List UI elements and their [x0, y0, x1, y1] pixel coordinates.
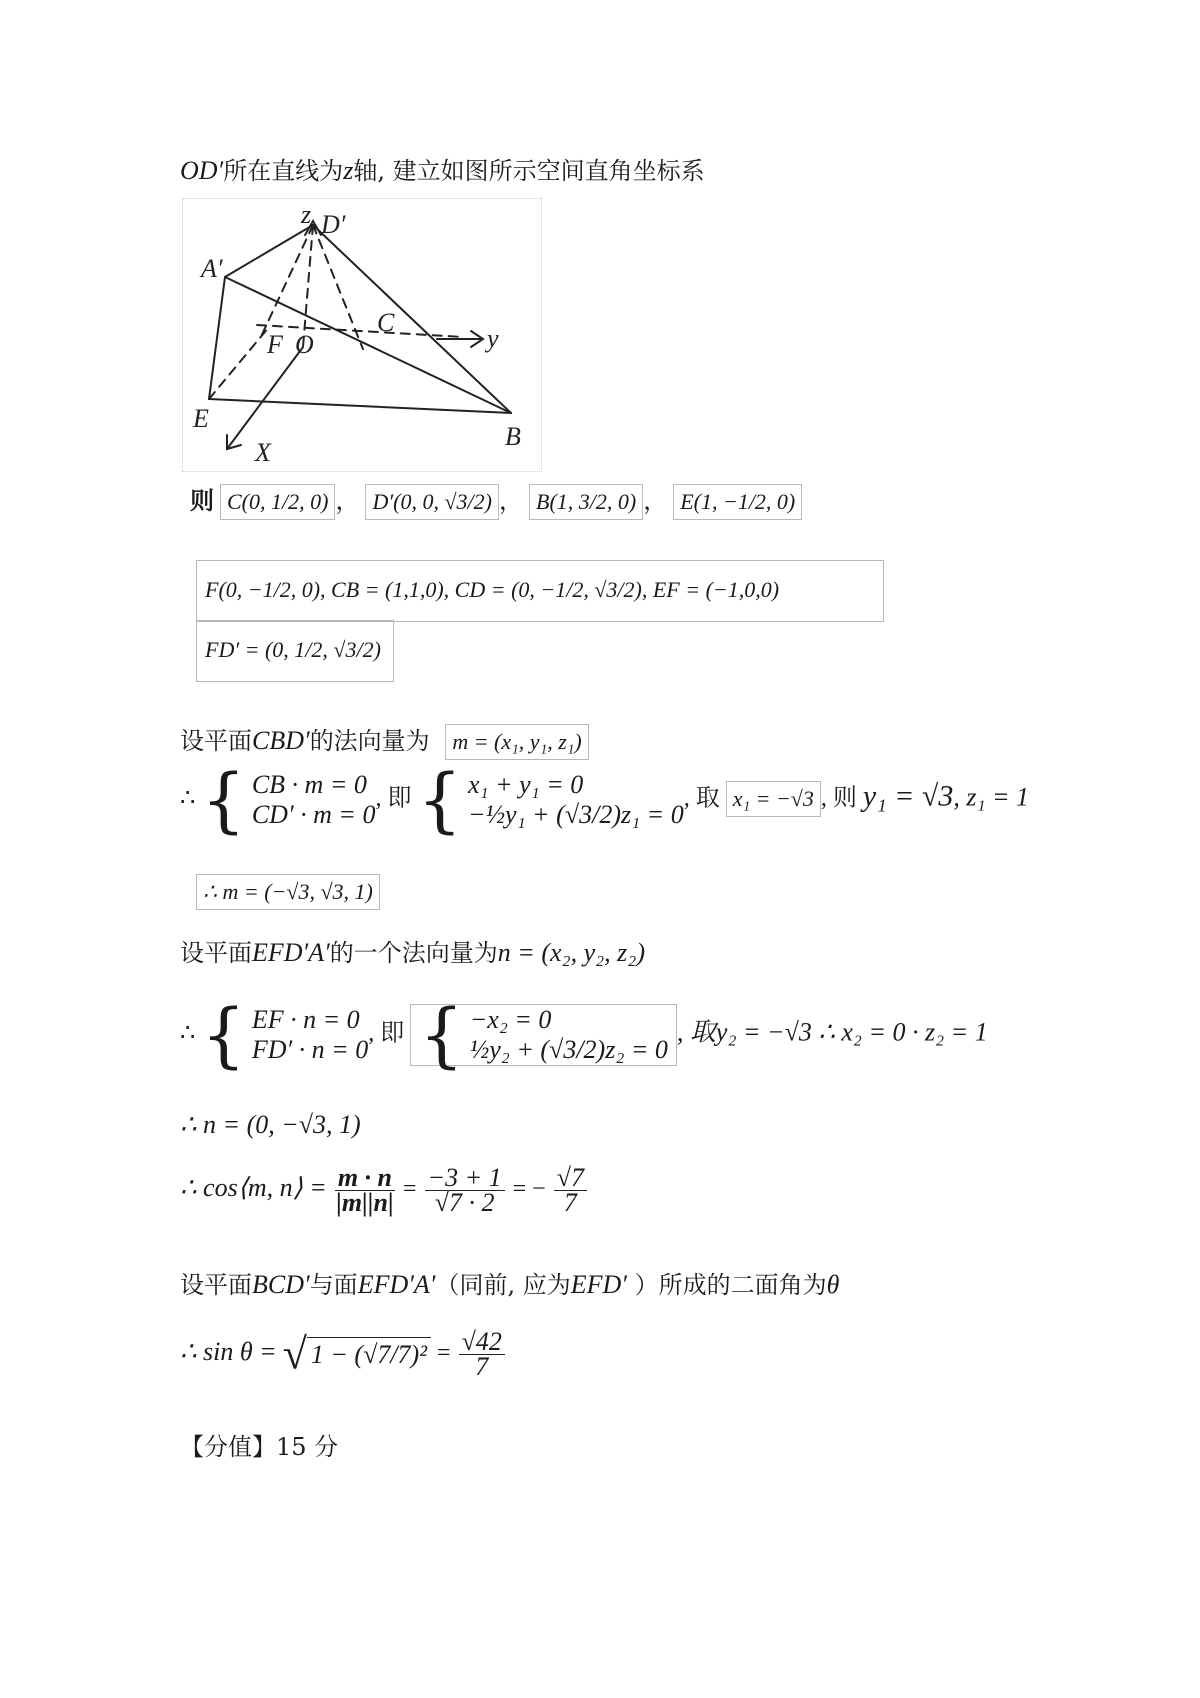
m-result-line: [196, 874, 380, 910]
plane-m-intro: 设平面: [180, 727, 252, 755]
angle-text-4: ）所成的二面角为: [626, 1271, 827, 1299]
vectors-box-2: [196, 620, 394, 682]
axis-y-dashed: [257, 325, 463, 337]
point-d-prime: D′(0, 0, √3/2): [365, 484, 499, 520]
system-n-ji: , 即: [368, 1020, 405, 1047]
system-m-eq4: −½y₁ + (√3/2)z₁ = 0: [468, 800, 684, 829]
point-b: B(1, 3/2, 0): [529, 484, 643, 520]
plane-m-line: [180, 724, 589, 760]
point-e: E(1, −1/2, 0): [673, 484, 802, 520]
system-m-ji: , 即: [375, 785, 412, 812]
angle-theta: θ: [826, 1270, 840, 1299]
brace-3: {: [201, 994, 246, 1076]
sin-result-num: √42: [459, 1330, 505, 1355]
angle-plane-1: BCD′: [252, 1270, 310, 1299]
system-m-left: [252, 770, 376, 830]
angle-plane-3: EFD′: [570, 1270, 627, 1299]
plane-n-vector: n = (x₂, y₂, z₂): [497, 938, 645, 967]
system-n-eq4: ½y₂ + (√3/2)z₂ = 0: [469, 1035, 668, 1064]
z-axis-label: z: [343, 156, 354, 185]
sep-3: ，: [643, 489, 668, 515]
system-m-eq3: x₁ + y₁ = 0: [468, 770, 584, 799]
plane-m-vector: m = (x₁, y₁, z₁): [445, 724, 588, 760]
angle-text-1: 设平面: [180, 1271, 252, 1299]
system-n-line: [180, 994, 988, 1076]
sin-result: [459, 1327, 505, 1381]
cos-frac-1-den: |m||n|: [336, 1188, 394, 1217]
label-b: B: [505, 422, 521, 451]
edge-d-a: [225, 225, 313, 277]
points-line: [190, 484, 802, 520]
system-m-y1: y₁ = √3: [862, 779, 954, 813]
then-label: 则: [190, 489, 214, 515]
edge-d-b: [313, 225, 511, 413]
cos-result: [554, 1163, 587, 1217]
system-n-left: [252, 1005, 368, 1065]
cos-lhs: ∴ cos⟨m, n⟩ =: [180, 1173, 327, 1203]
od-label: OD′: [180, 156, 224, 185]
cos-frac-2-den: √7 · 2: [434, 1188, 495, 1217]
angle-text-2: 与面: [309, 1271, 358, 1299]
vectors-box: [196, 560, 884, 622]
sep-1: ，: [335, 489, 360, 515]
label-x: X: [255, 438, 271, 467]
point-c: C(0, 1/2, 0): [220, 484, 335, 520]
sqrt-sign: √: [282, 1329, 307, 1379]
system-n-eq2: FD′ · n = 0: [251, 1035, 369, 1064]
system-n-therefore: ∴: [180, 1020, 196, 1047]
label-c: C: [377, 308, 395, 337]
score-label: 【分值】: [180, 1433, 276, 1461]
brace-2: {: [417, 759, 463, 841]
system-m-qu: , 取: [683, 785, 720, 812]
figure-svg: [183, 199, 541, 471]
label-y: y: [487, 324, 499, 353]
vectors-line-2: FD′ = (0, 1/2, √3/2): [205, 637, 381, 662]
cos-frac-1: [335, 1163, 395, 1217]
system-m-line: [180, 759, 1030, 841]
system-m-z1: , z₁ = 1: [953, 782, 1030, 812]
cos-result-num: √7: [554, 1166, 587, 1191]
angle-plane-2: EFD′A′: [357, 1270, 436, 1299]
plane-n-line: [180, 938, 645, 968]
sin-result-den: 7: [475, 1352, 489, 1381]
system-n-right: [470, 1005, 668, 1065]
system-m-ze: , 则: [820, 785, 857, 812]
plane-m-name: CBD′: [252, 726, 310, 755]
system-n-eq1: EF · n = 0: [251, 1005, 360, 1034]
edge-a-e: [209, 277, 225, 399]
system-n-eq3: −x₂ = 0: [469, 1005, 552, 1034]
angle-line: [180, 1270, 839, 1300]
system-m-eq2: CD′ · m = 0: [251, 800, 376, 829]
vectors-line-1: F(0, −1/2, 0), CB = (1,1,0), CD = (0, −1/2, √3/2), EF = (−1,0,0): [205, 577, 780, 602]
plane-n-name: EFD′A′: [252, 938, 330, 967]
intro-text-b: 轴, 建立如图所示空间直角坐标系: [353, 157, 705, 185]
cos-line: ∴ cos⟨m, n⟩ = $\frac{m \cdot n}{|m||n|}$ = $\frac{-3 + 1}{√7 \cdot 2}$ = − $\frac{√7}{7}$: [180, 1166, 589, 1215]
plane-n-text: 的一个法向量为: [329, 939, 498, 967]
label-d-prime: D′: [321, 210, 346, 239]
axis-x: [227, 347, 303, 449]
system-m-eq1: CB · m = 0: [251, 770, 367, 799]
brace-1: {: [201, 759, 246, 841]
plane-n-intro: 设平面: [180, 939, 252, 967]
cos-result-den: 7: [563, 1188, 577, 1217]
sin-lhs: ∴ sin θ =: [180, 1337, 277, 1367]
coordinate-figure: [182, 198, 542, 472]
cos-frac-1-num: m · n: [335, 1166, 395, 1191]
intro-text-a: 所在直线为: [223, 157, 344, 185]
sin-line: ∴ sin θ = √ 1 − (√7/7)² = $\frac{√42}{7}$: [180, 1330, 507, 1379]
system-n-right-box: [410, 994, 677, 1076]
sep-2: ，: [499, 489, 523, 515]
label-f: F: [267, 330, 283, 359]
system-m-right: [468, 770, 684, 830]
angle-text-3: （同前, 应为: [435, 1271, 571, 1299]
intro-line: [180, 156, 705, 186]
score-value: 15 分: [276, 1433, 339, 1461]
system-m-therefore: ∴: [180, 785, 196, 812]
label-e: E: [193, 404, 209, 433]
system-n-rest: , 取y₂ = −√3 ∴ x₂ = 0 · z₂ = 1: [676, 1017, 988, 1047]
n-result: ∴ n = (0, −√3, 1): [180, 1110, 361, 1139]
m-result: ∴ m = (−√3, √3, 1): [196, 874, 380, 910]
label-a-prime: A′: [201, 254, 223, 283]
score-line: [180, 1432, 338, 1462]
plane-m-text: 的法向量为: [309, 727, 430, 755]
brace-4: {: [419, 994, 464, 1076]
cos-frac-2-num: −3 + 1: [425, 1166, 505, 1191]
cos-frac-2: [425, 1163, 505, 1217]
sin-inner: 1 − (√7/7)²: [307, 1337, 431, 1371]
label-o: O: [295, 330, 314, 359]
label-z: z: [301, 200, 312, 229]
system-m-choice: x₁ = −√3: [726, 781, 821, 817]
